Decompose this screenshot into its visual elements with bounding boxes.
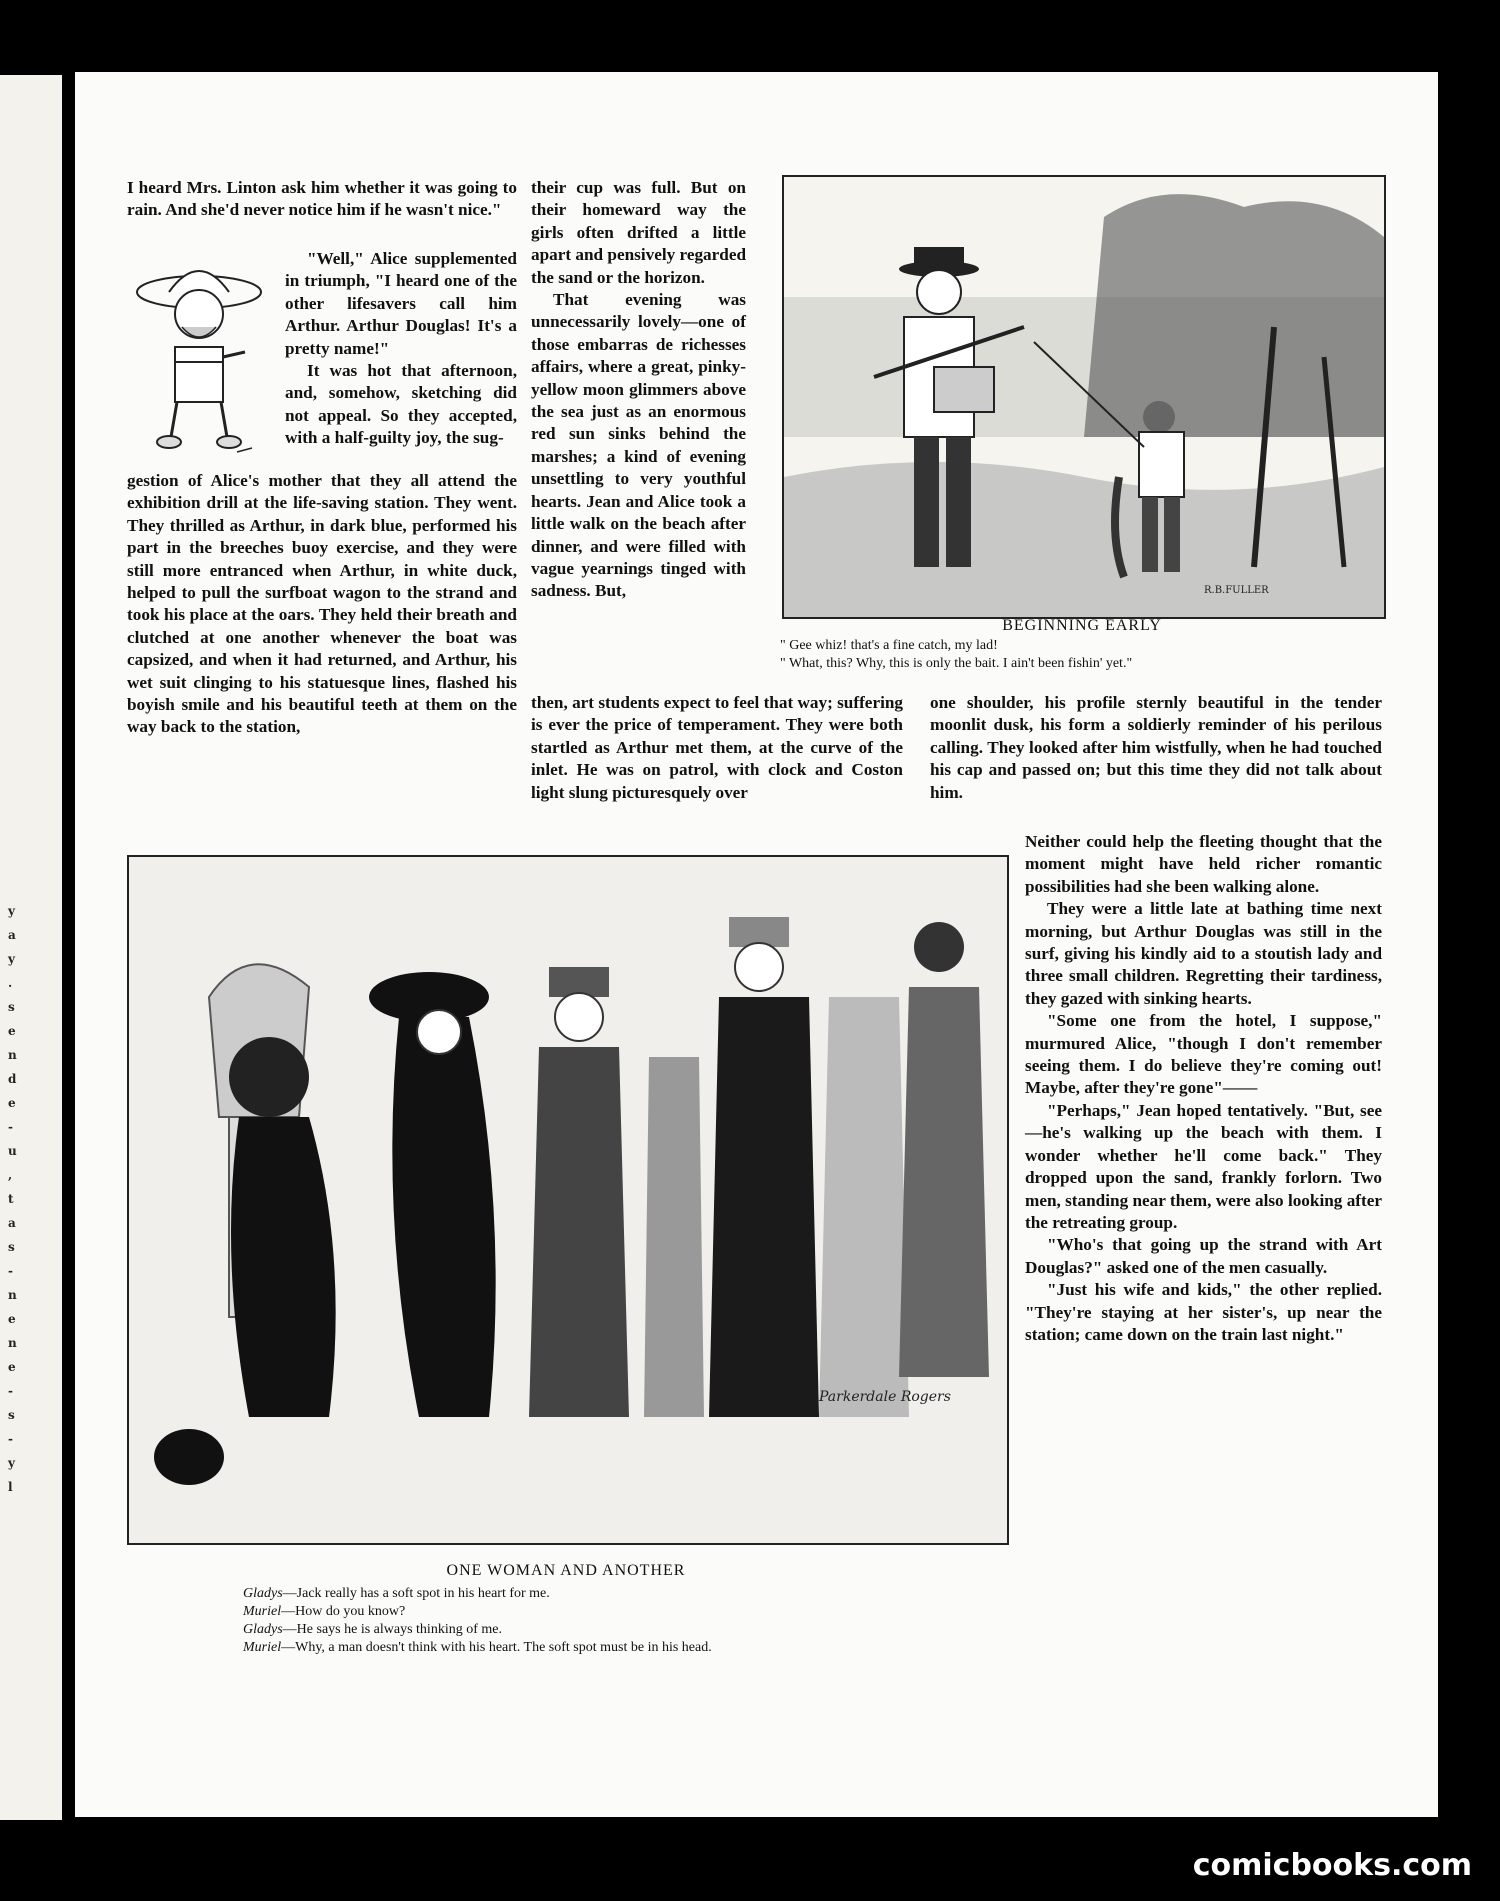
magazine-page — [75, 72, 1438, 1817]
adjacent-page-letter: y — [8, 952, 15, 966]
col1-paragraph-3b: gestion of Alice's mother that they all attend the exhibition drill at the life-saving station. They went. They thrilled as Arthur, in dark blue, performed his part in the breeches buoy exercise, and they were still more entranced when Arthur, in white duck, helped to pull the surfboat wagon to the strand and took his place at the oars. They held their breath and clutched at one another whenever the boat was capsized, and when it had returned, and Arthur, his wet suit clinging to his statuesque lines, flashed his boyish smile and his beautiful teeth at them on the way back to the station, — [127, 471, 517, 737]
adjacent-page-letter: - — [8, 1384, 13, 1398]
beginning-early-cartoon — [782, 175, 1386, 619]
adjacent-page-letter: s — [8, 1000, 15, 1014]
adjacent-page-letter: e — [8, 1096, 16, 1110]
cartoon1-caption-line-1: " Gee whiz! that's a fine catch, my lad! — [780, 638, 998, 653]
adjacent-page-letter: - — [8, 1264, 13, 1278]
one-woman-and-another-illustration — [127, 855, 1009, 1545]
adjacent-page-letter: e — [8, 1312, 16, 1326]
adjacent-page-letter: n — [8, 1336, 17, 1350]
column-1-beside-portrait — [285, 248, 517, 450]
adjacent-page-strip — [0, 75, 62, 1820]
cartoon1-signature: R.B.FULLER — [1204, 585, 1269, 596]
adjacent-page-letter: e — [8, 1360, 16, 1374]
col4-paragraph-5: "Who's that going up the strand with Art Douglas?" asked one of the men casually. — [1025, 1235, 1382, 1277]
party-scene-drawing — [129, 857, 1007, 1543]
adjacent-page-letter: , — [8, 1168, 13, 1182]
col2-paragraph-2: That evening was unnecessarily lovely—one of those embarras de richesses affairs, where a great, pinky-yellow moon glimmers above the sea just as an enormous red sun sinks behind the marshes; a kind of evening unsettling to very youthful hearts. Jean and Alice took a little walk on the beach after dinner, and were filled with vague yearnings tinged with sadness. But, — [531, 290, 746, 601]
col4-paragraph-1: Neither could help the fleeting thought that the moment might have held richer romantic possibilities had she been walking alone. — [1025, 832, 1382, 896]
cartoon1-caption-line-2: " What, this? Why, this is only the bait. I ain't been fishin' yet." — [780, 656, 1133, 671]
col1-paragraph-1: I heard Mrs. Linton ask him whether it was going to rain. And she'd never notice him if he wasn't nice." — [127, 178, 517, 220]
adjacent-page-letter: t — [8, 1192, 14, 1206]
column-2-narrow — [531, 177, 746, 603]
caption-text: —Jack really has a soft spot in his heart for me. — [282, 1586, 550, 1601]
col4-paragraph-4: "Perhaps," Jean hoped tentatively. "But, see—he's walking up the beach with them. I wonder whether he'll come back." They dropped upon the sand, frankly forlorn. Two men, standing near them, were also looking after the retreating group. — [1025, 1100, 1382, 1232]
adjacent-page-letter: . — [8, 976, 13, 990]
adjacent-page-letter: s — [8, 1240, 15, 1254]
cartoon2-caption-line — [243, 1640, 712, 1656]
column-1-lower — [127, 470, 517, 739]
col2-paragraph-3: then, art students expect to feel that way; suffering is ever the price of temperament. They were both startled as Arthur met them, at the curve of the inlet. He was on patrol, with clock and Coston light slung picturesquely over — [531, 693, 903, 802]
column-1 — [127, 177, 517, 222]
adjacent-page-letter: - — [8, 1120, 13, 1134]
fishing-scene-drawing — [784, 177, 1384, 617]
cartoon1-title: BEGINNING EARLY — [1002, 617, 1162, 634]
caption-speaker: Muriel — [243, 1640, 282, 1655]
adjacent-page-letter: n — [8, 1288, 17, 1302]
adjacent-page-letter: s — [8, 1408, 15, 1422]
cartoon2-title: ONE WOMAN AND ANOTHER — [446, 1562, 686, 1579]
adjacent-page-letter: u — [8, 1144, 17, 1158]
col4-paragraph-3: "Some one from the hotel, I suppose," murmured Alice, "though I don't remember seeing them. I do believe they're coming out! Maybe, after they're gone"—— — [1025, 1011, 1382, 1098]
lifesaver-portrait-illustration — [127, 252, 272, 462]
cartoon2-caption-line — [243, 1604, 405, 1620]
adjacent-page-letter: n — [8, 1048, 17, 1062]
adjacent-page-letter: a — [8, 928, 16, 942]
col4-paragraph-2: They were a little late at bathing time next morning, but Arthur Douglas was still in the surf, giving his kindly aid to a stoutish lady and three small children. Regretting their tardiness, they gazed with sinking hearts. — [1025, 899, 1382, 1008]
column-4 — [1025, 831, 1382, 1346]
caption-speaker: Gladys — [243, 1622, 283, 1637]
cartoon2-caption-line — [243, 1622, 502, 1638]
adjacent-page-letter: y — [8, 904, 15, 918]
col1-paragraph-3a: It was hot that afternoon, and, somehow, sketching did not appeal. So they accepted, with a half-guilty joy, the sug- — [285, 361, 517, 448]
col3-paragraph-1: one shoulder, his profile sternly beautiful in the tender moonlit dusk, his form a soldierly reminder of his perilous calling. They looked after him wistfully, when he had touched his cap and passed on; but this time they did not talk about him. — [930, 693, 1382, 802]
site-watermark: comicbooks.com — [1192, 1848, 1472, 1883]
caption-speaker: Muriel — [243, 1604, 282, 1619]
column-3 — [930, 692, 1382, 804]
col4-paragraph-6: "Just his wife and kids," the other replied. "They're staying at her sister's, up near the station; came down on the train last night." — [1025, 1280, 1382, 1344]
adjacent-page-letter: l — [8, 1480, 13, 1494]
col2-paragraph-1: their cup was full. But on their homeward way the girls often drifted a little apart and pensively regarded the sand or the horizon. — [531, 178, 747, 287]
caption-text: —How do you know? — [281, 1604, 406, 1619]
cartoon2-caption-line — [243, 1586, 550, 1602]
adjacent-page-letter: e — [8, 1024, 16, 1038]
adjacent-page-letter: a — [8, 1216, 16, 1230]
caption-text: —He says he is always thinking of me. — [282, 1622, 502, 1637]
lifesaver-portrait-drawing — [127, 252, 272, 462]
column-2-wide — [531, 692, 903, 804]
caption-text: —Why, a man doesn't think with his heart. The soft spot must be in his head. — [281, 1640, 712, 1655]
caption-speaker: Gladys — [243, 1586, 283, 1601]
cartoon2-signature: Parkerdale Rogers — [819, 1389, 951, 1405]
col1-paragraph-2: "Well," Alice supplemented in triumph, "I heard one of the other lifesavers call him Arthur. Arthur Douglas! It's a pretty name!" — [285, 249, 517, 358]
adjacent-page-letter: y — [8, 1456, 15, 1470]
adjacent-page-letter: d — [8, 1072, 17, 1086]
adjacent-page-letter: - — [8, 1432, 13, 1446]
